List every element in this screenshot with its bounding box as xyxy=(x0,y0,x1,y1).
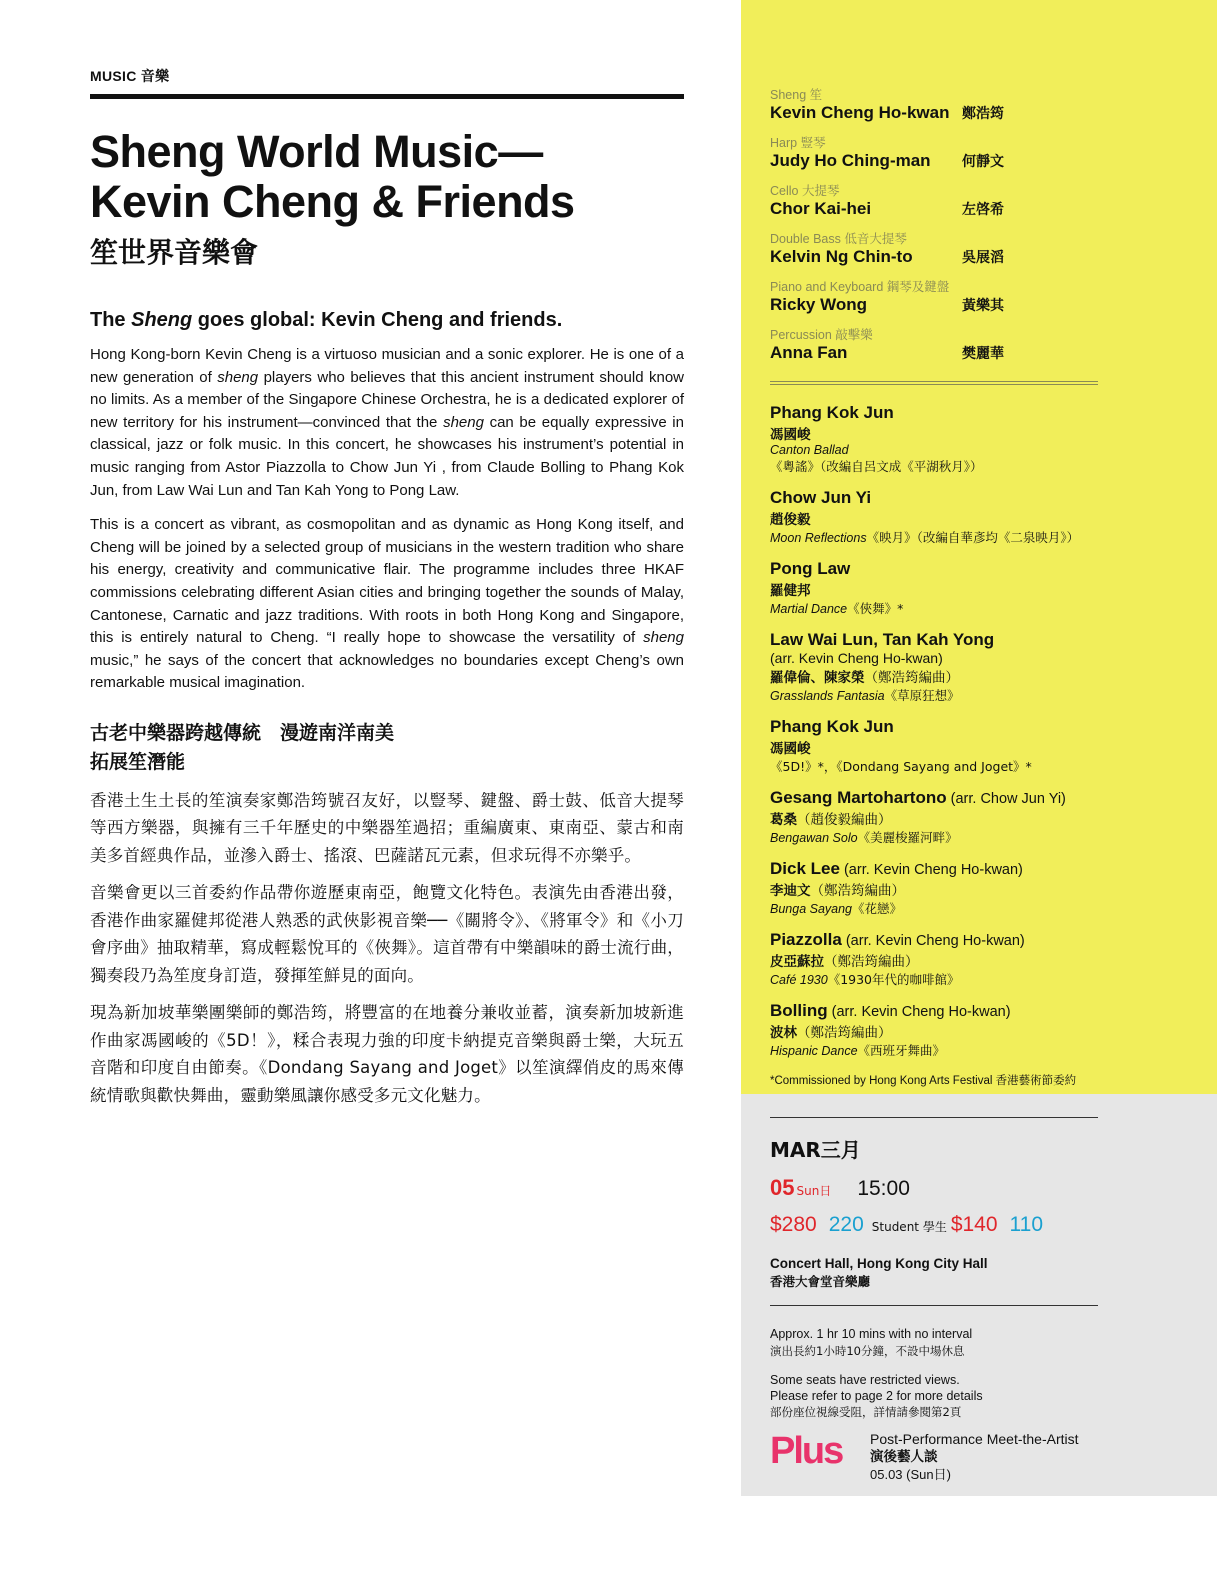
seats-zh: 部份座位視線受阻，詳情請參閱第2頁 xyxy=(770,1405,962,1419)
arranger-zh: （鄭浩筠編曲） xyxy=(810,883,905,899)
plus-title-en: Post-Performance Meet-the-Artist xyxy=(870,1431,1079,1447)
performer-list xyxy=(770,85,1100,382)
composer xyxy=(770,630,1110,650)
performer-role: Sheng 笙 xyxy=(770,88,823,102)
performer-name: Kelvin Ng Chin-to xyxy=(770,247,913,266)
composer-name-zh: 馮國峻 xyxy=(770,741,811,757)
performer-name: Judy Ho Ching-man xyxy=(770,151,931,170)
piece-title-en: Bengawan Solo xyxy=(770,831,858,845)
title-line-1: Sheng World Music— xyxy=(90,126,543,177)
piece-title xyxy=(770,899,1110,917)
composer-zh xyxy=(770,808,1110,828)
venue xyxy=(770,1255,1100,1291)
piece-title-zh: 《草原狂想》 xyxy=(884,688,960,703)
duration-en: Approx. 1 hr 10 mins with no interval xyxy=(770,1327,973,1341)
seats-en-1: Some seats have restricted views. xyxy=(770,1373,960,1387)
performer-role: Percussion 敲擊樂 xyxy=(770,328,873,342)
composer-zh xyxy=(770,423,1110,443)
performer-name-zh: 吳展滔 xyxy=(962,250,1004,266)
performer-item xyxy=(770,277,1100,315)
article-paragraph-2 xyxy=(90,514,684,695)
article-subhead xyxy=(90,309,684,332)
piece-title xyxy=(770,528,1110,546)
composer-name-zh: 皮亞蘇拉 xyxy=(770,954,824,970)
performer-name: Chor Kai-hei xyxy=(770,199,872,218)
piece-title-en: Martial Dance xyxy=(770,602,848,616)
composer-name-zh: 羅健邦 xyxy=(770,583,811,599)
composer-name-zh: 趙俊毅 xyxy=(770,512,811,528)
programme-item xyxy=(770,788,1110,846)
zh-heading-line-2: 拓展笙潛能 xyxy=(90,750,186,773)
piece-title-zh: 《映月》（改編自華彥均《二泉映月》） xyxy=(866,530,1080,545)
event-date-row xyxy=(770,1175,1100,1201)
composer-zh xyxy=(770,950,1110,970)
composer-name-zh: 葛桑 xyxy=(770,812,797,828)
price-standard-2: 220 xyxy=(828,1213,864,1236)
text-run: players who believes that this ancient instrument should know no limits. As a member of the Singapore Chinese Orchestra, he is a dedicated explorer of new territory for his instrument—convinced that the xyxy=(90,368,684,431)
performer-name: Anna Fan xyxy=(770,343,848,362)
programme-item xyxy=(770,930,1110,988)
venue-zh: 香港大會堂音樂廳 xyxy=(770,1274,871,1289)
page-title xyxy=(90,127,684,227)
composer xyxy=(770,559,1110,579)
programme-list xyxy=(770,404,1110,1088)
performer-item xyxy=(770,325,1100,363)
composer-name-zh: 李迪文 xyxy=(770,883,811,899)
performer-divider xyxy=(770,381,1098,382)
main-article xyxy=(90,66,684,1109)
composer-zh xyxy=(770,666,1110,686)
performer-role: Piano and Keyboard 鋼琴及鍵盤 xyxy=(770,280,950,294)
title-divider xyxy=(90,94,684,99)
duration-note xyxy=(770,1326,1100,1360)
plus-text xyxy=(870,1430,1079,1484)
piece-title xyxy=(770,443,1110,457)
composer xyxy=(770,1001,1110,1021)
piece-title xyxy=(770,599,1110,617)
piece-title xyxy=(770,686,1110,704)
composer-name: Law Wai Lun, Tan Kah Yong xyxy=(770,630,995,649)
performer-name-zh: 黃樂其 xyxy=(962,298,1004,314)
programme-item xyxy=(770,488,1110,546)
plus-title-zh: 演後藝人談 xyxy=(870,1449,938,1465)
arranger: (arr. Kevin Cheng Ho-kwan) xyxy=(827,1004,1011,1020)
seats-en-2: Please refer to page 2 for more details xyxy=(770,1389,983,1403)
piece-title-zh: 《1930年代的咖啡館》 xyxy=(827,972,960,987)
composer xyxy=(770,788,1110,808)
arranger: (arr. Kevin Cheng Ho-kwan) xyxy=(839,862,1023,878)
composer-zh xyxy=(770,1021,1110,1041)
composer xyxy=(770,859,1110,879)
text-run: can be equally expressive in classical, jazz or folk music. In this concert, he showcases his instrument’s potential in music ranging from Astor Piazzolla to Chow Jun Yi , from Claude Bolling to Phang Kok Jun, from Law Wai Lun and Tan Kah Yong to Pong Law. xyxy=(90,413,684,499)
emphasis: sheng xyxy=(443,413,484,431)
emphasis: sheng xyxy=(217,368,259,386)
article-paragraph-1 xyxy=(90,344,684,502)
arranger-zh: （鄭浩筠編曲） xyxy=(864,670,959,686)
composer-name: Dick Lee xyxy=(770,859,840,878)
performer-role: Harp 豎琴 xyxy=(770,136,826,150)
piece-title-line: 《5D!》*，《Dondang Sayang and Joget》* xyxy=(770,759,1032,774)
programme-item xyxy=(770,717,1110,775)
plus-logo-icon xyxy=(770,1430,862,1470)
venue-en: Concert Hall, Hong Kong City Hall xyxy=(770,1256,988,1271)
composer-name: Bolling xyxy=(770,1001,828,1020)
composer xyxy=(770,930,1110,950)
subhead-post: goes global: Kevin Cheng and friends. xyxy=(192,309,563,331)
event-weekday: Sun日 xyxy=(796,1184,832,1198)
composer-name: Chow Jun Yi xyxy=(770,488,872,507)
composer xyxy=(770,403,1110,423)
piece-title-en: Grasslands Fantasia xyxy=(770,689,885,703)
programme-divider xyxy=(770,384,1098,385)
plus-logo-text: Plus xyxy=(770,1430,843,1470)
subhead-pre: The xyxy=(90,309,132,331)
price-standard-1: $280 xyxy=(770,1213,817,1236)
event-day: 05 xyxy=(770,1175,795,1200)
piece-title-zh: 《西班牙舞曲》 xyxy=(857,1043,946,1058)
performer-role: Cello 大提琴 xyxy=(770,184,840,198)
composer-name-zh: 馮國峻 xyxy=(770,427,811,443)
zh-paragraph-2: 音樂會更以三首委約作品帶你遊歷東南亞，飽覽文化特色。表演先由香港出發，香港作曲家羅健邦從港人熟悉的武俠影視音樂──《關將令》、《將軍令》和《小刀會序曲》抽取精華，寫成輕鬆悅耳的《俠舞》。這首帶有中樂韻味的爵士流行曲，獨奏段乃為笙度身訂造，發揮笙鮮見的面向。 xyxy=(90,883,684,985)
piece-title-en: Moon Reflections xyxy=(770,531,867,545)
text-run: This is a concert as vibrant, as cosmopolitan and as dynamic as Hong Kong itself, and Cheng will be joined by a selected group of musicians in the western tradition who share his energy, creativity and communicative flair. The programme includes three HKAF commissions celebrating different Asian cities and bringing together the sounds of Malay, Cantonese, Carnatic and jazz traditions. With roots in both Hong Kong and Singapore, this is entirely natural to Cheng. “I really hope to showcase the versatility of xyxy=(90,516,684,647)
composer-zh xyxy=(770,879,1110,899)
piece-title-line: 《粵謠》（改編自呂文成《平湖秋月》） xyxy=(770,459,983,474)
ticket-prices xyxy=(770,1213,1100,1237)
composer-name: Pong Law xyxy=(770,559,851,578)
zh-paragraph-3: 現為新加坡華樂團樂師的鄭浩筠，將豐富的在地養分兼收並蓄，演奏新加坡新進作曲家馮國峻的《5D！》，糅合表現力強的印度卡納提克音樂與爵士樂，大玩五音階和印度自由節奏。《Dondang Sayang and Joget》以笙演繹俏皮的馬來傳統情歌與歡快舞曲，靈動樂風讓你感受多元文化魅力。 xyxy=(90,1003,684,1105)
programme-item xyxy=(770,859,1110,917)
performer-name: Ricky Wong xyxy=(770,295,867,314)
piece-title-zh: 《花戀》 xyxy=(852,901,903,916)
plus-date: 05.03 (Sun日) xyxy=(870,1467,951,1482)
info-divider-bottom xyxy=(770,1305,1098,1306)
programme-item xyxy=(770,403,1110,475)
event-details xyxy=(770,1117,1100,1420)
zh-paragraph-1: 香港土生土長的笙演奏家鄭浩筠號召友好，以豎琴、鍵盤、爵士鼓、低音大提琴等西方樂器，與擁有三千年歷史的中樂器笙過招；重編廣東、東南亞、蒙古和南美多首經典作品，並滲入爵士、搖滾、巴薩諾瓦元素，但求玩得不亦樂乎。 xyxy=(90,790,684,865)
price-student-1: $140 xyxy=(950,1213,998,1236)
performer-name-zh: 何靜文 xyxy=(962,154,1004,170)
text-run: Hong Kong-born Kevin Cheng is a virtuoso musician and a sonic explorer. He is one of a new generation of xyxy=(90,346,684,386)
programme-item xyxy=(770,630,1110,704)
composer-name: Phang Kok Jun xyxy=(770,717,894,736)
composer-zh xyxy=(770,579,1110,599)
arranger: (arr. Kevin Cheng Ho-kwan) xyxy=(841,933,1025,949)
performer-item xyxy=(770,133,1100,171)
programme-item xyxy=(770,1001,1110,1059)
performer-role: Double Bass 低音大提琴 xyxy=(770,232,907,246)
composer-name-zh: 羅偉倫、陳家榮 xyxy=(770,670,865,686)
performer-name-zh: 樊麗華 xyxy=(962,346,1004,362)
performer-item xyxy=(770,229,1100,267)
composer-name: Piazzolla xyxy=(770,930,842,949)
piece-title-en: Café 1930 xyxy=(770,973,828,987)
performer-item xyxy=(770,85,1100,123)
piece-title xyxy=(770,970,1110,988)
event-time: 15:00 xyxy=(857,1177,910,1200)
piece-title xyxy=(770,828,1110,846)
performer-item xyxy=(770,181,1100,219)
title-line-2: Kevin Cheng & Friends xyxy=(90,176,575,227)
composer xyxy=(770,488,1110,508)
performer-name: Kevin Cheng Ho-kwan xyxy=(770,103,950,122)
composer-zh xyxy=(770,737,1110,757)
plus-event xyxy=(770,1430,1110,1484)
composer-zh xyxy=(770,508,1110,528)
zh-heading xyxy=(90,719,684,777)
commission-footnote: *Commissioned by Hong Kong Arts Festival 香港藝術節委約 xyxy=(770,1075,1077,1087)
programme-item xyxy=(770,559,1110,617)
text-run: music,” he says of the concert that acknowledges no boundaries except Cheng’s own remarkable musical imagination. xyxy=(90,651,684,692)
arranger-zh: （趙俊毅編曲） xyxy=(797,812,892,828)
page-title-zh: 笙世界音樂會 xyxy=(90,236,259,269)
arranger-zh: （鄭浩筠編曲） xyxy=(797,1025,892,1041)
piece-title-en: Canton Ballad xyxy=(770,443,849,457)
composer xyxy=(770,717,1110,737)
zh-heading-line-1: 古老中樂器跨越傳統 漫遊南洋南美 xyxy=(90,721,395,744)
duration-zh: 演出長約1小時10分鐘，不設中場休息 xyxy=(770,1344,965,1358)
event-month: MAR三月 xyxy=(770,1138,861,1162)
price-student-2: 110 xyxy=(1009,1213,1044,1236)
piece-title-en: Bunga Sayang xyxy=(770,902,853,916)
section-label: MUSIC 音樂 xyxy=(90,68,170,84)
piece-title-zh: 《俠舞》* xyxy=(847,601,904,616)
piece-title-zh: 《美麗梭羅河畔》 xyxy=(857,830,958,845)
seating-note xyxy=(770,1372,1100,1420)
arranger-zh: （鄭浩筠編曲） xyxy=(824,954,919,970)
composer-name-zh: 波林 xyxy=(770,1025,797,1041)
composer-name: Gesang Martohartono xyxy=(770,788,947,807)
info-divider-top xyxy=(770,1117,1098,1118)
student-label: Student 學生 xyxy=(871,1220,947,1234)
subhead-em: Sheng xyxy=(131,309,193,331)
arranger: (arr. Chow Jun Yi) xyxy=(946,791,1066,807)
piece-title xyxy=(770,1041,1110,1059)
performer-name-zh: 左啓希 xyxy=(962,202,1004,218)
piece-title-en: Hispanic Dance xyxy=(770,1044,858,1058)
arranger-line: (arr. Kevin Cheng Ho-kwan) xyxy=(770,650,943,666)
composer-name: Phang Kok Jun xyxy=(770,403,894,422)
performer-name-zh: 鄭浩筠 xyxy=(962,106,1004,122)
emphasis: sheng xyxy=(643,629,684,647)
